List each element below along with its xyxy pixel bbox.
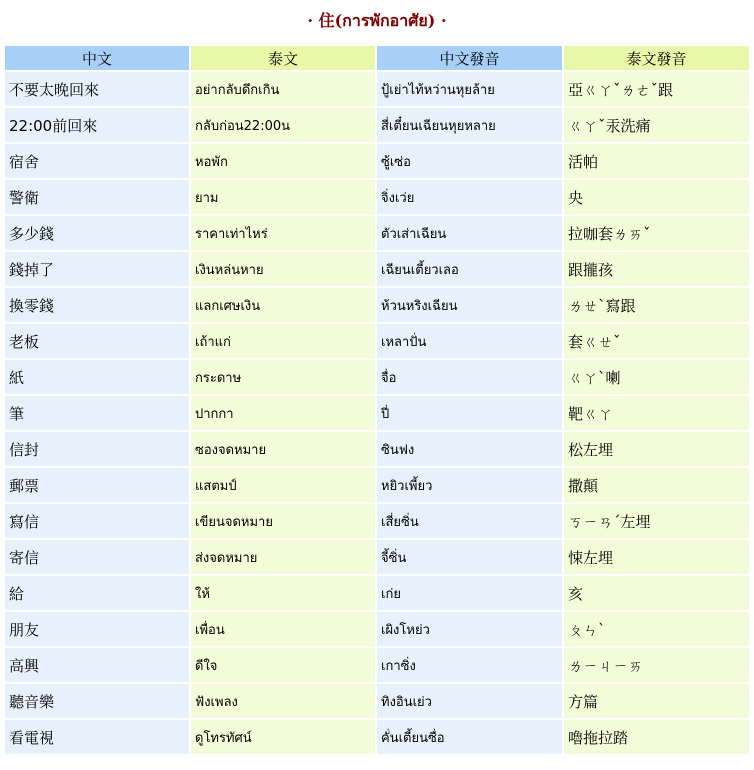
cell-thai-pronunciation: 松左埋 [564, 432, 749, 466]
cell-chinese: 宿舍 [5, 144, 189, 178]
cell-thai-pronunciation: ㄌㄝˋ寫跟 [564, 288, 749, 322]
cell-thai-pronunciation: 活帕 [564, 144, 749, 178]
cell-chinese-pronunciation: เฉียนเตี้ยวเลอ [377, 252, 562, 286]
cell-thai: ดูโทรทัศน์ [191, 720, 375, 754]
cell-thai-pronunciation: 央 [564, 180, 749, 214]
column-header-chinese: 中文 [5, 46, 189, 70]
cell-thai: ราคาเท่าไหร่ [191, 216, 375, 250]
cell-chinese: 郵票 [5, 468, 189, 502]
cell-thai-pronunciation: ㄎㄧㄢˊ左埋 [564, 504, 749, 538]
cell-thai: ดีใจ [191, 648, 375, 682]
cell-thai-pronunciation: 亞ㄍㄚˇㄌㄜˇ跟 [564, 72, 749, 106]
cell-thai-pronunciation: ㄍㄚˋ喇 [564, 360, 749, 394]
cell-chinese-pronunciation: ปี่ [377, 396, 562, 430]
column-header-thai-pronunciation: 泰文發音 [564, 46, 749, 70]
cell-chinese: 老板 [5, 324, 189, 358]
table-row [5, 684, 749, 718]
cell-chinese-pronunciation: หยิวเพี้ยว [377, 468, 562, 502]
cell-thai: เขียนจดหมาย [191, 504, 375, 538]
cell-chinese-pronunciation: ห้วนหริงเฉียน [377, 288, 562, 322]
column-header-chinese-pronunciation: 中文發音 [377, 46, 562, 70]
table-row [5, 648, 749, 682]
cell-chinese-pronunciation: ทิงอินเย่ว [377, 684, 562, 718]
cell-chinese-pronunciation: เสี่ยซิ่น [377, 504, 562, 538]
cell-thai-pronunciation: ㄌㄧㄐㄧㄞ [564, 648, 749, 682]
cell-chinese-pronunciation: สี่เตี๋ยนเฉียนหุยหลาย [377, 108, 562, 142]
cell-thai: ซองจดหมาย [191, 432, 375, 466]
cell-chinese-pronunciation: เก่ย [377, 576, 562, 610]
table-row [5, 504, 749, 538]
cell-thai: แสตมป์ [191, 468, 375, 502]
cell-chinese: 聽音樂 [5, 684, 189, 718]
table-row [5, 108, 749, 142]
cell-thai-pronunciation: 方篇 [564, 684, 749, 718]
cell-chinese: 換零錢 [5, 288, 189, 322]
table-row [5, 72, 749, 106]
table-row [5, 180, 749, 214]
cell-thai-pronunciation: 撒顛 [564, 468, 749, 502]
column-header-thai: 泰文 [191, 46, 375, 70]
cell-chinese-pronunciation: ซินฟง [377, 432, 562, 466]
cell-chinese: 不要太晚回來 [5, 72, 189, 106]
header-row [5, 46, 749, 70]
table-row [5, 396, 749, 430]
table-row [5, 216, 749, 250]
cell-chinese-pronunciation: จื่อ [377, 360, 562, 394]
cell-thai: เถ้าแก่ [191, 324, 375, 358]
table-row [5, 432, 749, 466]
cell-chinese: 22:00前回來 [5, 108, 189, 142]
cell-chinese-pronunciation: ปู้เย่าไท้หว่านหุยล้าย [377, 72, 562, 106]
cell-thai: ให้ [191, 576, 375, 610]
page-title: · 住(การพักอาศัย) · [307, 11, 447, 30]
cell-chinese-pronunciation: เหลาปั่น [377, 324, 562, 358]
cell-chinese-pronunciation: ตัวเส่าเฉียน [377, 216, 562, 250]
cell-chinese: 給 [5, 576, 189, 610]
table-row [5, 252, 749, 286]
cell-chinese-pronunciation: เผิงโหย่ว [377, 612, 562, 646]
cell-chinese-pronunciation: คั่นเตี้ยนซื่อ [377, 720, 562, 754]
table-row [5, 288, 749, 322]
cell-chinese: 錢掉了 [5, 252, 189, 286]
cell-thai-pronunciation: 嚕拖拉踏 [564, 720, 749, 754]
table-row [5, 360, 749, 394]
cell-thai: เงินหล่นหาย [191, 252, 375, 286]
table-row [5, 720, 749, 754]
cell-thai: ส่งจดหมาย [191, 540, 375, 574]
cell-chinese-pronunciation: ซู้เซ่อ [377, 144, 562, 178]
cell-thai: แลกเศษเงิน [191, 288, 375, 322]
cell-chinese: 看電視 [5, 720, 189, 754]
table-row [5, 612, 749, 646]
cell-chinese-pronunciation: จิ่งเว่ย [377, 180, 562, 214]
cell-chinese: 紙 [5, 360, 189, 394]
cell-thai-pronunciation: ㄆㄣˋ [564, 612, 749, 646]
cell-thai-pronunciation: ㄍㄚˇ汞洗痛 [564, 108, 749, 142]
cell-thai-pronunciation: 亥 [564, 576, 749, 610]
cell-chinese: 朋友 [5, 612, 189, 646]
cell-chinese: 寄信 [5, 540, 189, 574]
vocabulary-table [3, 44, 751, 756]
cell-chinese: 高興 [5, 648, 189, 682]
cell-thai-pronunciation: 靶ㄍㄚ [564, 396, 749, 430]
cell-chinese: 多少錢 [5, 216, 189, 250]
cell-chinese: 寫信 [5, 504, 189, 538]
cell-thai: อย่ากลับดึกเกิน [191, 72, 375, 106]
cell-thai-pronunciation: 悚左埋 [564, 540, 749, 574]
cell-thai: เพื่อน [191, 612, 375, 646]
cell-thai: หอพัก [191, 144, 375, 178]
table-row [5, 576, 749, 610]
cell-thai: กระดาษ [191, 360, 375, 394]
cell-thai-pronunciation: 套ㄍㄝˇ [564, 324, 749, 358]
cell-chinese-pronunciation: จี้ซิ่น [377, 540, 562, 574]
table-row [5, 324, 749, 358]
cell-thai: ยาม [191, 180, 375, 214]
cell-thai: ฟังเพลง [191, 684, 375, 718]
cell-chinese: 信封 [5, 432, 189, 466]
cell-thai: กลับก่อน22:00น [191, 108, 375, 142]
table-row [5, 144, 749, 178]
cell-chinese: 筆 [5, 396, 189, 430]
table-row [5, 468, 749, 502]
table-row [5, 540, 749, 574]
cell-chinese: 警衛 [5, 180, 189, 214]
cell-thai-pronunciation: 拉咖套ㄌㄞˇ [564, 216, 749, 250]
cell-thai-pronunciation: 跟攏孩 [564, 252, 749, 286]
cell-chinese-pronunciation: เกาซิ่ง [377, 648, 562, 682]
cell-thai: ปากกา [191, 396, 375, 430]
